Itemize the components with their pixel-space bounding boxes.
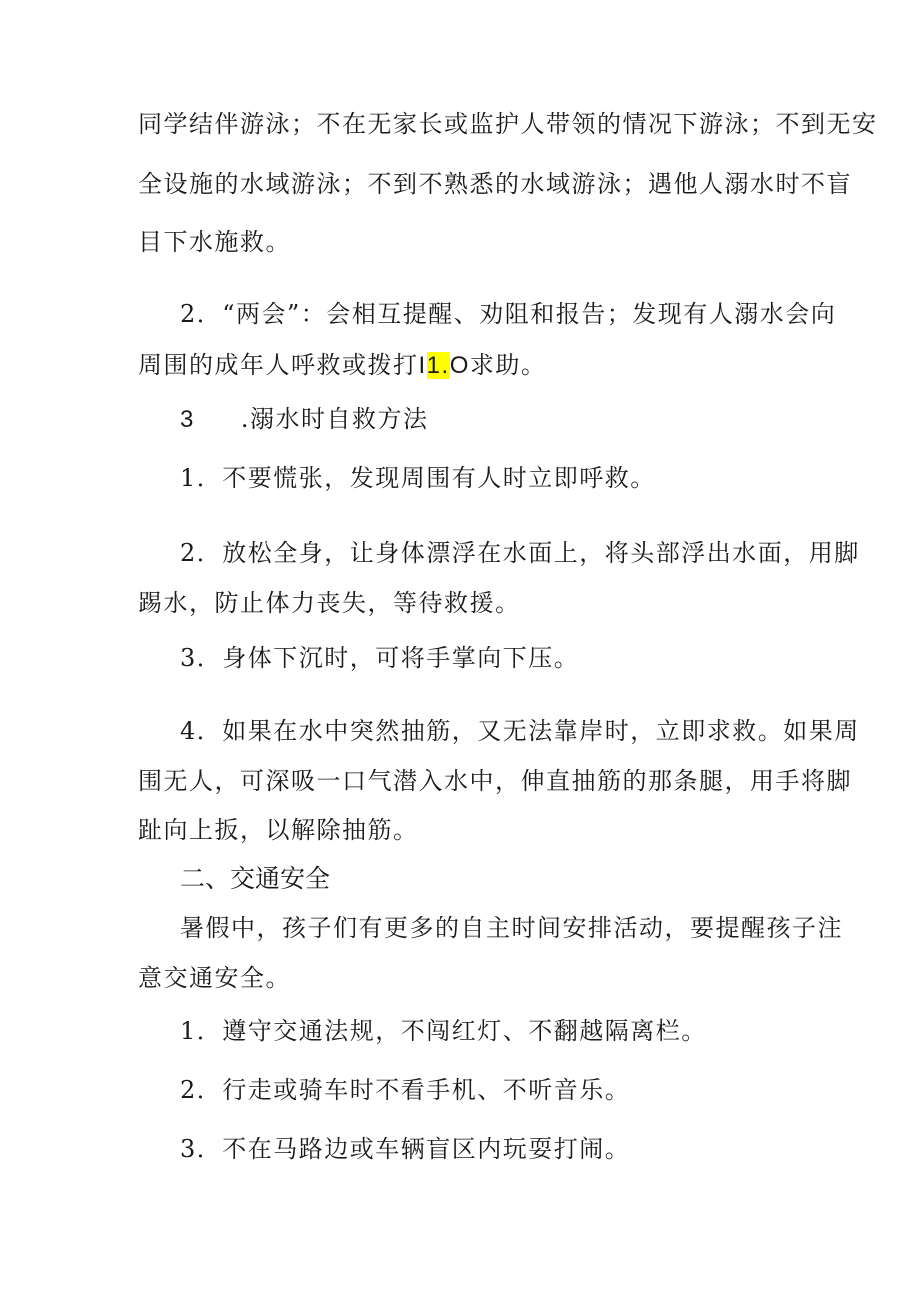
section-title-text: .溺水时自救方法	[240, 405, 429, 433]
phone-prefix: I	[418, 352, 427, 379]
traffic-item-2: 2．行走或骑车时不看手机、不听音乐。	[180, 1076, 631, 1104]
self-rescue-item-4-line-1: 4．如果在水中突然抽筋，又无法靠岸时，立即求救。如果周	[180, 717, 860, 745]
self-rescue-item-2-line-1: 2．放松全身，让身体漂浮在水面上，将头部浮出水面，用脚	[180, 539, 860, 567]
phone-suffix: O	[449, 352, 470, 379]
section-self-rescue-title	[180, 403, 429, 436]
traffic-intro-line-1: 暑假中，孩子们有更多的自主时间安排活动，要提醒孩子注	[180, 914, 843, 942]
item-two-meetings-line-1: 2．“两会”：会相互提醒、劝阻和报告；发现有人溺水会向	[180, 300, 837, 328]
traffic-intro-line-2: 意交通安全。	[138, 964, 291, 992]
section-heading-traffic-safety: 二、交通安全	[180, 864, 331, 893]
traffic-item-1: 1．遵守交通法规，不闯红灯、不翻越隔离栏。	[180, 1017, 707, 1045]
self-rescue-item-2-line-2: 踢水，防止体力丧失，等待救援。	[138, 589, 521, 617]
self-rescue-item-4-line-2: 围无人，可深吸一口气潜入水中，伸直抽筋的那条腿，用手将脚	[138, 767, 852, 795]
self-rescue-item-1: 1．不要慌张，发现周围有人时立即呼救。	[180, 464, 656, 492]
line-text: 周围的成年人呼救或拨打	[138, 351, 419, 379]
self-rescue-item-4-line-3: 趾向上扳，以解除抽筋。	[138, 816, 419, 844]
traffic-item-3: 3．不在马路边或车辆盲区内玩耍打闹。	[180, 1135, 631, 1163]
item-two-meetings-line-2	[138, 349, 546, 382]
self-rescue-item-3: 3．身体下沉时，可将手掌向下压。	[180, 644, 580, 672]
line-text-end: 求助。	[469, 351, 547, 379]
section-number: 3	[180, 406, 195, 433]
highlighted-text: 1.	[426, 352, 450, 379]
paragraph-line-3: 目下水施救。	[138, 228, 291, 256]
paragraph-line-2: 全设施的水域游泳；不到不熟悉的水域游泳；遇他人溺水时不盲	[138, 170, 852, 198]
paragraph-line-1: 同学结伴游泳；不在无家长或监护人带领的情况下游泳；不到无安	[138, 110, 878, 138]
